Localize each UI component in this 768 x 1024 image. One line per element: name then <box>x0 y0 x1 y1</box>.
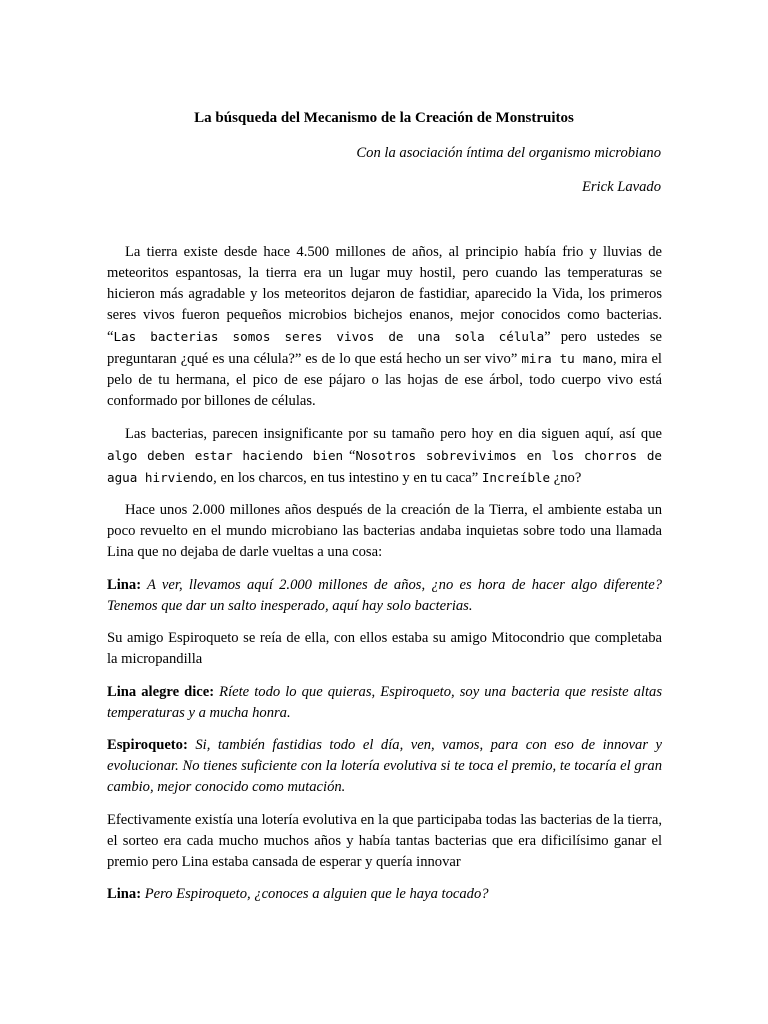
dialogue-2-speaker: Lina alegre dice: <box>107 683 215 700</box>
paragraph-2-part-g: ¿no? <box>550 469 582 486</box>
paragraph-2-mono-a: algo deben estar haciendo bien <box>107 447 344 463</box>
paragraph-2-part-a: Las bacterias, parecen insignificante por su tamaño pero hoy en dia siguen aquí, así que <box>125 425 662 442</box>
paragraph-1-part-e: , mira el pelo de tu hermana, el pico de ese pájaro o las hojas de ese árbol, todo cuerpo vivo está conformado por billones de células. <box>107 351 662 409</box>
paragraph-2-quote: Nosotros sobrevivimos en los chorros de agua hirviendo <box>107 447 662 485</box>
document-body <box>107 242 662 917</box>
document-author: Erick Lavado <box>581 179 661 195</box>
paragraph-2-mono-b: Increíble <box>481 469 551 485</box>
dialogue-3-text: Si, también fastidias todo el día, ven, vamos, para con eso de innovar y evolucionar. No tienes suficiente con la lotería evolutiva si te toca el premio, te tocaría el gran cambio, mejor conocido como mutación. <box>107 737 662 795</box>
dialogue-2 <box>107 682 662 724</box>
dialogue-4-speaker: Lina: <box>107 886 142 902</box>
paragraph-2 <box>107 424 662 489</box>
paragraph-2-part-c: “ <box>343 447 356 464</box>
document-title: La búsqueda del Mecanismo de la Creación de Monstruitos <box>194 110 574 126</box>
dialogue-4 <box>107 884 662 905</box>
paragraph-1-quote: Las bacterias somos seres vivos de una sola célula <box>113 329 545 344</box>
paragraph-5: Efectivamente existía una lotería evolutiva en la que participaba todas las bacterias de la tierra, el sorteo era cada mucho muchos años y había tantas bacterias que era dificilísimo ganar el premio pero Lina estaba cansada de esperar y quería innovar <box>107 811 662 870</box>
dialogue-3 <box>107 735 662 798</box>
dialogue-1-speaker: Lina: <box>107 576 142 593</box>
paragraph-2-part-e: , en los charcos, en tus intestino y en tu caca” <box>213 469 482 486</box>
paragraph-3: Hace unos 2.000 millones años después de la creación de la Tierra, el ambiente estaba un poco revuelto en el mundo microbiano las bacterias andaba inquietas sobre todo una llamada Lina que no dejaba de darle vueltas a una cosa: <box>107 502 662 560</box>
paragraph-1 <box>107 242 662 412</box>
paragraph-1-part-a: La tierra existe desde hace 4.500 millones de años, al principio había frio y lluvias de meteoritos espantosas, la tierra era un lugar muy hostil, pero cuando las temperaturas se hicieron más agradable y los meteoritos dejaron de fastidiar, aparecido la Vida, los primeros seres vivos fueron pequeños microbios bichejos enanos, mejor conocidos como bacterias. “ <box>107 244 662 345</box>
dialogue-1-text: A ver, llevamos aquí 2.000 millones de años, ¿no es hora de hacer algo diferente? Tenemos que dar un salto inesperado, aquí hay solo bacterias. <box>107 576 662 614</box>
paragraph-4: Su amigo Espiroqueto se reía de ella, con ellos estaba su amigo Mitocondrio que completaba la micropandilla <box>107 630 662 667</box>
dialogue-4-text: Pero Espiroqueto, ¿conoces a alguien que le haya tocado? <box>141 886 489 902</box>
paragraph-1-part-c: ” pero ustedes se preguntaran ¿qué es una célula?” es de lo que está hecho un ser vivo” <box>107 329 662 367</box>
dialogue-2-text: Ríete todo lo que quieras, Espiroqueto, soy una bacteria que resiste altas temperaturas y a mucha honra. <box>107 683 662 721</box>
document-subtitle: Con la asociación íntima del organismo microbiano <box>356 145 661 161</box>
paragraph-1-mono: mira tu mano <box>521 351 614 366</box>
dialogue-3-speaker: Espiroqueto: <box>107 737 188 753</box>
dialogue-1 <box>107 575 662 617</box>
